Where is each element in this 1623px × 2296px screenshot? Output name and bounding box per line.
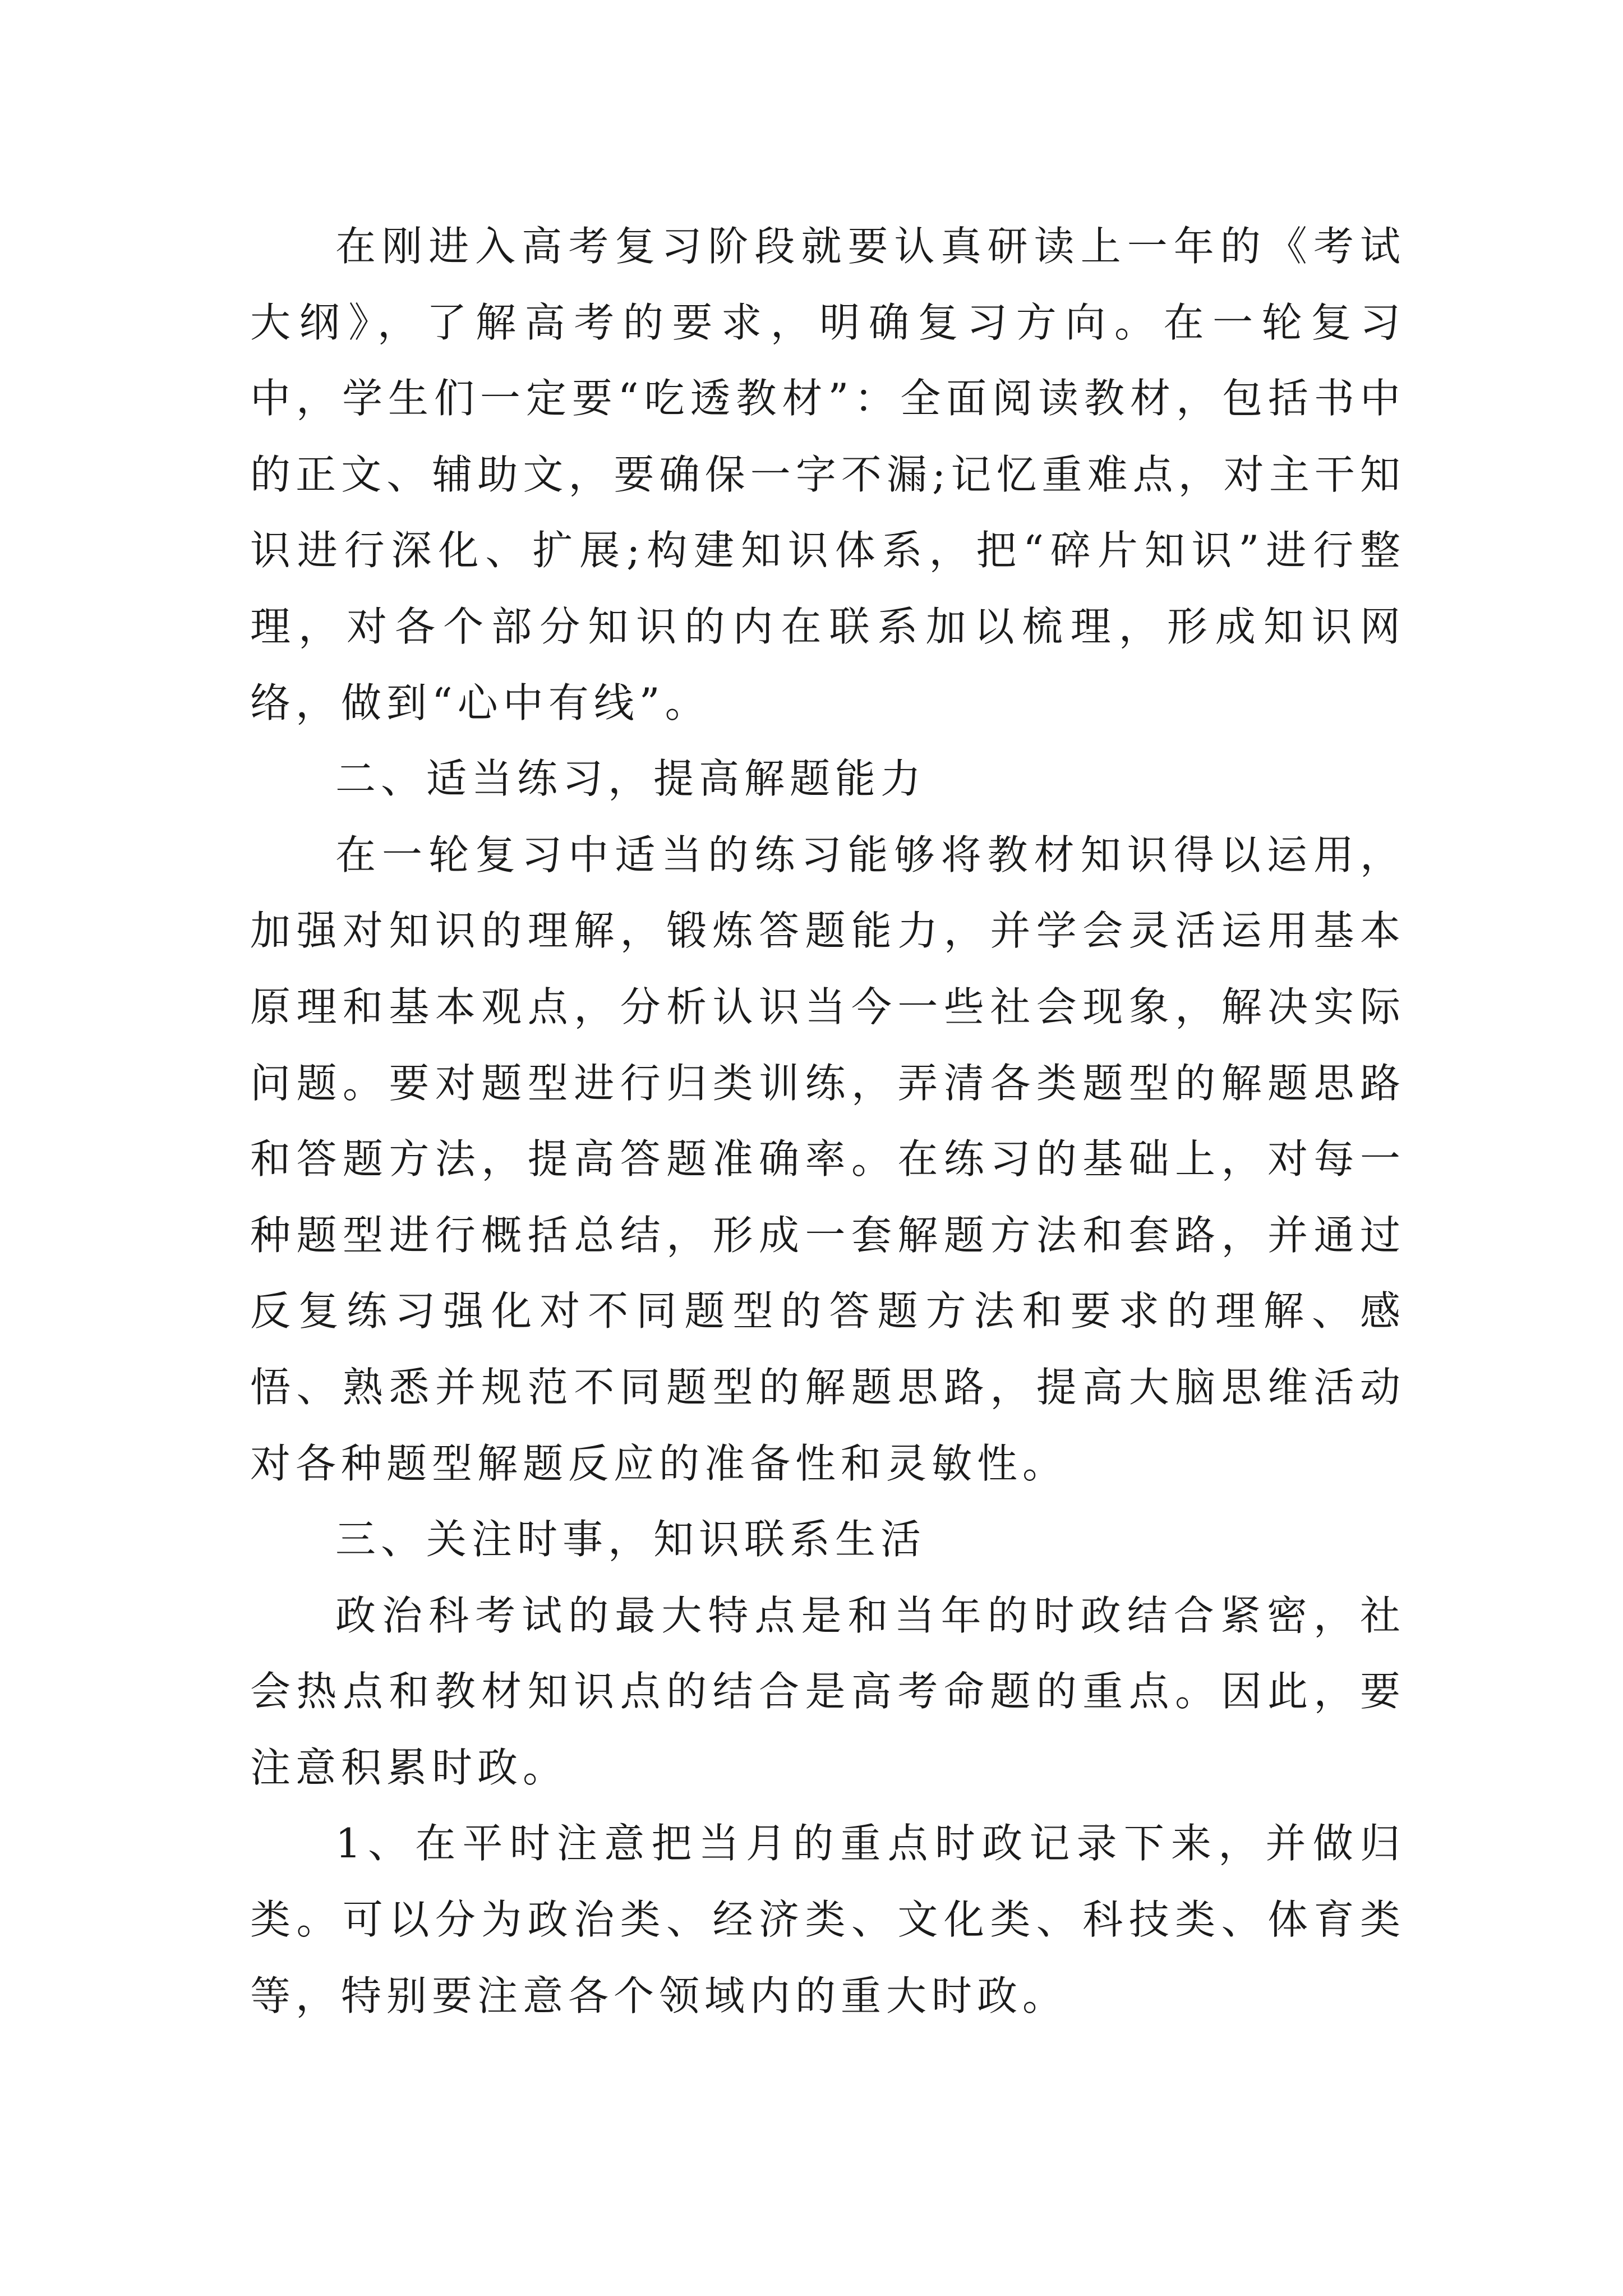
paragraph-practice: 在一轮复习中适当的练习能够将教材知识得以运用，加强对知识的理解，锻炼答题能力，并学会灵活运用基本原理和基本观点，分析认识当今一些社会现象，解决实际问题。要对题型进行归类训练，弄清各类题型的解题思路和答题方法，提高答题准确率。在练习的基础上，对每一种题型进行概括总结，形成一套解题方法和套路，并通过反复练习强化对不同题型的答题方法和要求的理解、感悟、熟悉并规范不同题型的解题思路，提高大脑思维活动对各种题型解题反应的准备性和灵敏性。 xyxy=(250,831,1405,1487)
paragraph-current-affairs: 政治科考试的最大特点是和当年的时政结合紧密，社会热点和教材知识点的结合是高考命题的重点。因此，要注意积累时政。 xyxy=(250,1591,1405,1791)
section-heading-current-affairs: 三、关注时事，知识联系生活 xyxy=(335,1516,926,1563)
paragraph-review-outline: 在刚进入高考复习阶段就要认真研读上一年的《考试大纲》，了解高考的要求，明确复习方向。在一轮复习中，学生们一定要“吃透教材”：全面阅读教材，包括书中的正文、辅助文，要确保一字不漏;记忆重难点，对主干知识进行深化、扩展;构建知识体系，把“碎片知识”进行整理，对各个部分知识的内在联系加以梳理，形成知识网络，做到“心中有线”。 xyxy=(250,223,1405,726)
document-page xyxy=(250,209,1405,2034)
section-heading-practice: 二、适当练习，提高解题能力 xyxy=(335,755,926,803)
paragraph-item-1: 1、在平时注意把当月的重点时政记录下来，并做归类。可以分为政治类、经济类、文化类、科技类、体育类等，特别要注意各个领域内的重大时政。 xyxy=(250,1820,1405,2019)
